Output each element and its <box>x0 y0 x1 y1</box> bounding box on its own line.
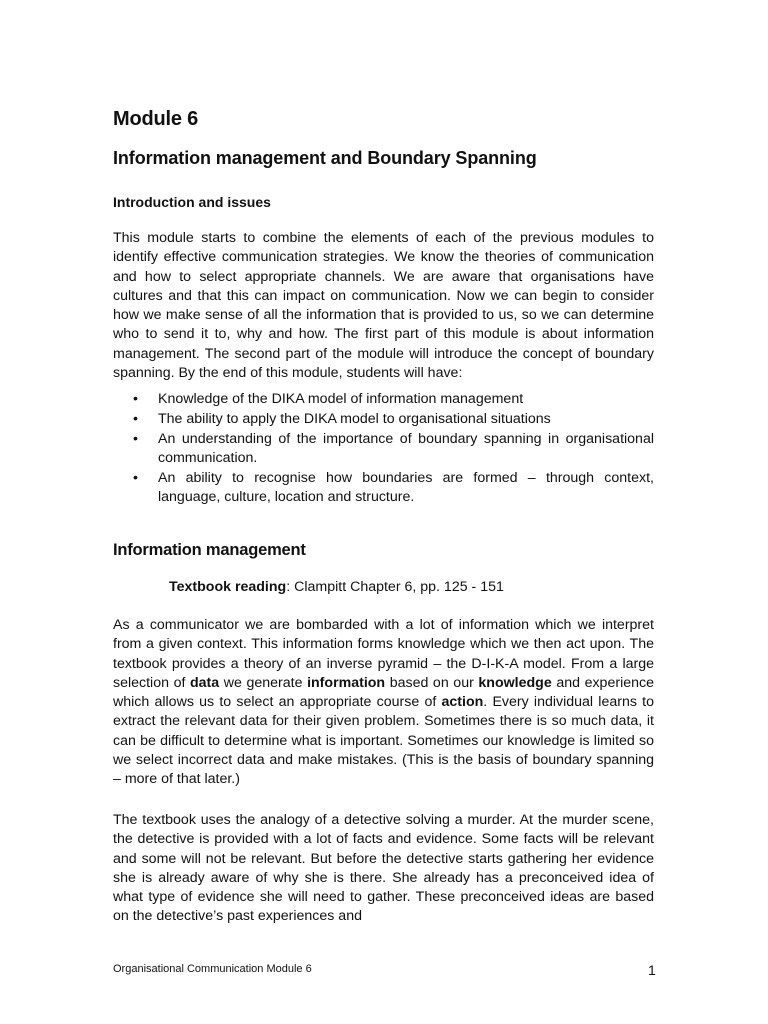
text-run: we generate <box>219 674 308 691</box>
intro-paragraph: This module starts to combine the elements of each of the previous modules to identify effective communication strategies. We know the theories of communication and how to select appropriate channels. We are aware that organisations have cultures and that this can impact on communication. Now we can begin to consider how we make sense of all the information that is provided to us, so we can determine who to send it to, why and how. The first part of this module is about information management. The second part of the module will introduce the concept of boundary spanning. By the end of this module, students will have: <box>113 230 654 382</box>
list-item-text: The ability to apply the DIKA model to organisational situations <box>158 410 551 427</box>
bold-term-action: action <box>441 694 484 711</box>
reading-label: Textbook reading <box>169 579 287 595</box>
list-item-text: Knowledge of the DIKA model of information management <box>158 391 524 407</box>
list-item-text: An ability to recognise how boundaries are formed – through context, language, culture, location and structure. <box>158 469 654 505</box>
module-title: Module 6 <box>113 108 199 130</box>
list-item-text: An understanding of the importance of boundary spanning in organisational communication. <box>158 430 654 466</box>
section-heading: Information management <box>113 541 306 559</box>
bullet-icon: • <box>133 410 138 427</box>
bold-term-knowledge: knowledge <box>478 674 552 691</box>
dika-paragraph <box>113 616 654 790</box>
textbook-reading <box>169 579 504 595</box>
detective-paragraph: The textbook uses the analogy of a detective solving a murder. At the murder scene, the detective is provided with a lot of facts and evidence. Some facts will be relevant and some will not be relevant. But before the detective starts gathering her evidence she is already aware of why she is there. She already has a preconceived idea of what type of evidence she will need to gather. These preconceived ideas are based on the detective’s past experiences and <box>113 812 654 925</box>
bold-term-information: information <box>307 674 386 691</box>
learning-outcomes-list <box>113 390 654 508</box>
text-run: . Every individual learns to extract the relevant data for their given problem. Sometimes there is so much data, it can be difficult to determine what is important. Sometimes our knowledge is limited so we select incorrect data and make mistakes. (This is the basis of boundary spanning – more of that later.) <box>113 694 654 788</box>
text-run: As a communicator we are bombarded with a lot of information which we interpret from a given context. This information forms knowledge which we then act upon. The textbook provides a theory of an inverse pyramid – the D-I-K-A model. From a large selection of <box>113 617 654 691</box>
list-item <box>113 430 654 469</box>
list-item <box>113 410 654 429</box>
reading-reference: Clampitt Chapter 6, pp. 125 - 151 <box>290 579 504 595</box>
page-title: Information management and Boundary Spanning <box>113 148 537 168</box>
bullet-icon: • <box>133 391 138 407</box>
list-item <box>113 390 654 409</box>
bullet-icon: • <box>133 430 138 447</box>
text-run: and experience which allows us to select an appropriate course of <box>113 674 654 711</box>
intro-heading: Introduction and issues <box>113 194 271 210</box>
bullet-icon: • <box>133 469 138 486</box>
reading-separator: : <box>286 579 291 595</box>
text-run: based on our <box>385 674 479 691</box>
list-item <box>113 469 654 508</box>
footer-title: Organisational Communication Module 6 <box>113 963 312 975</box>
bold-term-data: data <box>190 674 220 691</box>
page-number: 1 <box>648 962 656 978</box>
